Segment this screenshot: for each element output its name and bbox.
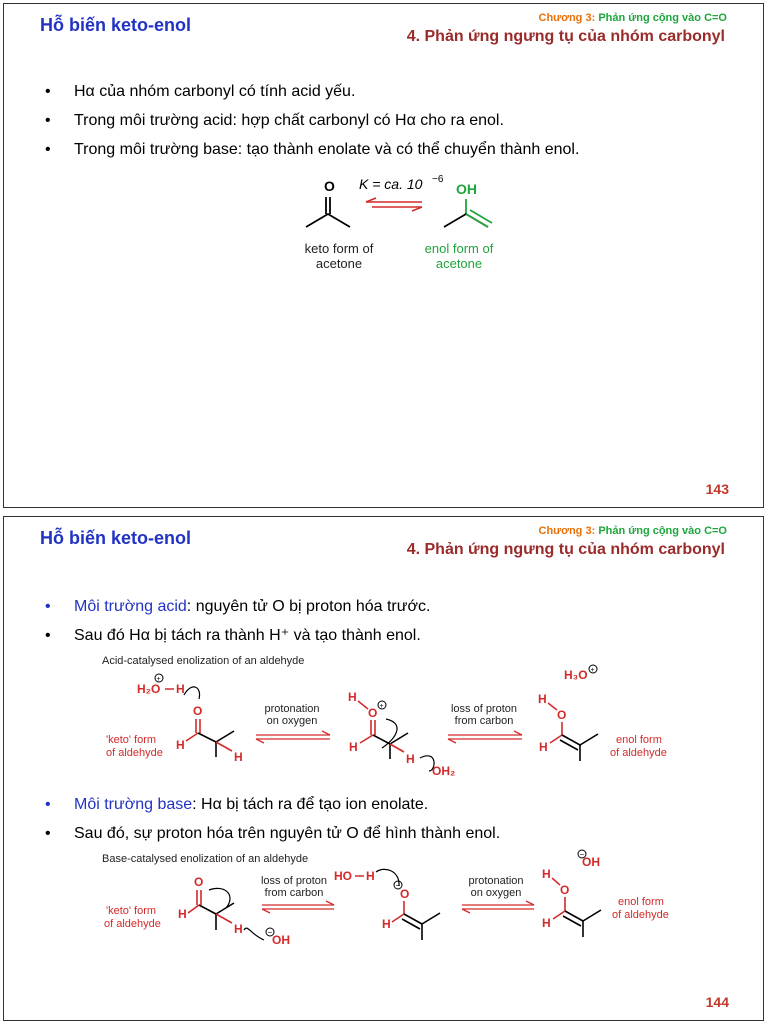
h-label: H [176,738,185,752]
bullet-item: • Môi trường acid: nguyên tử O bị proton hóa trước. [44,597,430,626]
step-label: on oxygen [470,887,522,899]
enol-caption: enol form [618,896,664,908]
enol-caption: acetone [435,256,483,271]
h-label: H [542,867,551,881]
step-label: from carbon [454,715,514,727]
svg-text:−: − [267,928,273,937]
proton-label: H [176,682,185,696]
keto-oxygen-label: O [324,178,335,194]
alpha-h-label: H [234,750,243,764]
chapter-number: Chương 3: [538,12,596,24]
enol-caption: enol form of [424,241,494,256]
water-label: OH₂ [432,764,456,778]
slide-title: Hỗ biến keto-enol [40,528,192,548]
equilibrium-k-label: K = ca. 10 [359,176,423,192]
h-label: H [382,917,391,931]
bullet-item: • Trong môi trường acid: hợp chất carbonyl có Hα cho ra enol. [44,111,579,140]
svg-text:+: + [590,667,595,674]
slide-143 [3,3,764,508]
keto-caption: acetone [315,256,363,271]
alpha-h-label: H [234,922,243,936]
chapter-number: Chương 3: [538,525,596,537]
keto-caption: of aldehyde [106,747,163,759]
bullet-list-acid [44,597,430,655]
step-label: protonation [468,875,524,887]
bullet-item: • Trong môi trường base: tạo thành enolate và có thể chuyển thành enol. [44,140,579,169]
svg-text:−: − [395,881,401,890]
k-exponent: −6 [432,174,444,185]
bullet-item: • Sau đó Hα bị tách ra thành H⁺ và tạo thành enol. [44,626,430,655]
slide-144 [3,516,764,1021]
enol-caption: enol form [616,734,662,746]
bullet-item: • Hα của nhóm carbonyl có tính acid yếu. [44,82,579,111]
keto-oxygen-label: O [194,875,204,889]
acid-enolization-scheme [4,653,765,778]
alpha-h-label: H [406,752,415,766]
enol-caption: of aldehyde [610,747,667,759]
bullet-list [44,82,579,169]
keto-enol-acetone-scheme [4,169,765,289]
keto-caption: of aldehyde [104,918,161,930]
enol-oxygen-label: O [560,883,570,897]
base-enolization-scheme [4,848,765,958]
slide-title: Hỗ biến keto-enol [40,15,192,35]
scheme-heading: Acid-catalysed enolization of an aldehyde [102,655,305,667]
page-number: 143 [705,481,729,497]
step-label: from carbon [264,887,324,899]
step-label: protonation [264,703,320,715]
svg-text:−: − [579,850,585,859]
h-label: H [366,869,375,883]
chapter-label [539,525,727,537]
hydronium-label: H₂O [137,682,161,696]
chapter-label [539,12,727,24]
hydroxide-label: OH [272,933,290,947]
step-label: loss of proton [450,703,518,715]
enol-oh-label: OH [456,181,477,197]
hydroxide-product-label: OH [582,855,600,869]
h-label: H [348,690,357,704]
chapter-topic: Phản ứng cộng vào C=O [598,525,727,537]
bullet-list-base [44,795,500,853]
step-label: on oxygen [266,715,318,727]
scheme-heading: Base-catalysed enolization of an aldehyde [102,853,309,865]
step-label: loss of proton [260,875,328,887]
svg-text:+: + [379,703,384,710]
svg-text:+: + [156,676,161,683]
h-label: H [538,692,547,706]
enol-oxygen-label: O [557,708,567,722]
keto-caption: 'keto' form [106,734,157,746]
keto-caption: 'keto' form [106,905,157,917]
h-label: H [178,907,187,921]
h-label: H [539,740,548,754]
bullet-item: • Môi trường base: Hα bị tách ra để tạo ion enolate. [44,795,500,824]
section-heading: 4. Phản ứng ngưng tụ của nhóm carbonyl [406,28,725,45]
h-label: H [542,916,551,930]
page-number: 144 [705,994,729,1010]
bullet-item: • Sau đó, sự proton hóa trên nguyên tử O để hình thành enol. [44,824,500,853]
keto-oxygen-label: O [193,704,203,718]
chapter-topic: Phản ứng cộng vào C=O [598,12,727,24]
oxonium-oxygen-label: O [368,706,378,720]
section-heading: 4. Phản ứng ngưng tụ của nhóm carbonyl [406,541,725,558]
h-label: H [349,740,358,754]
enol-caption: of aldehyde [612,909,669,921]
keto-caption: keto form of [304,241,374,256]
hydronium-product-label: H₃O [564,668,588,682]
water-label: HO [334,869,352,883]
enolate-oxygen-label: O [400,887,410,901]
